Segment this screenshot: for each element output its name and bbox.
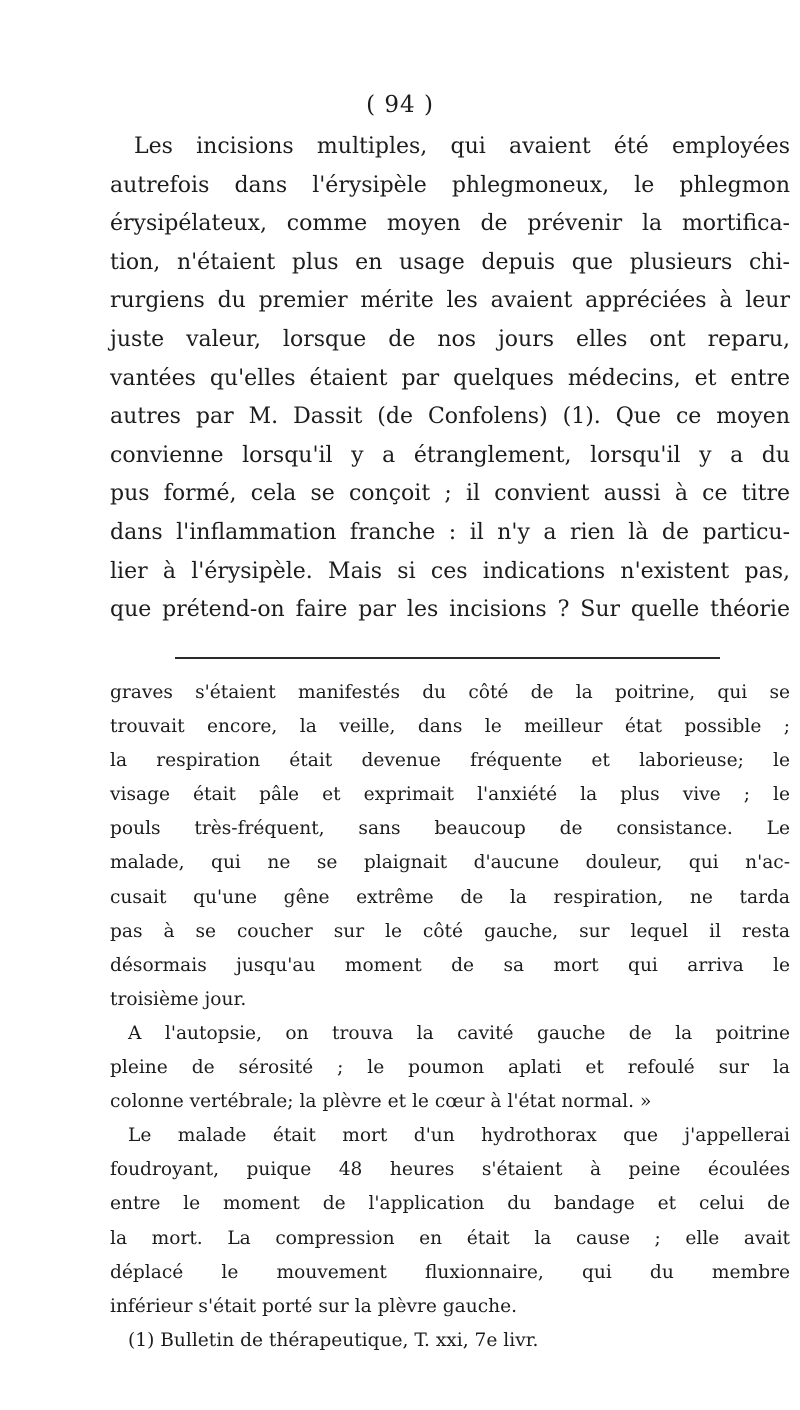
footnote-line: visage était pâle et exprimait l'anxiété la plus vive ; le	[110, 784, 790, 806]
footnote-reference: (1) Bulletin de thérapeutique, T. xxi, 7e livr.	[128, 1329, 539, 1351]
main-line: rurgiens du premier mérite les avaient appréciées à leur	[110, 288, 790, 314]
main-line: Les incisions multiples, qui avaient été employées	[134, 134, 790, 159]
footnote-line: Le malade était mort d'un hydrothorax que j'appellerai	[128, 1125, 790, 1147]
footnote-line: malade, qui ne se plaignait d'aucune douleur, qui n'ac-	[110, 852, 790, 874]
footnote-line: la respiration était devenue fréquente et laborieuse; le	[110, 750, 790, 772]
main-line: autrefois dans l'érysipèle phlegmoneux, le phlegmon	[110, 172, 790, 198]
footnote-line: cusait qu'une gêne extrême de la respiration, ne tarda	[110, 886, 790, 908]
main-line: autres par M. Dassit (de Confolens) (1). Que ce moyen	[110, 404, 790, 430]
footnote-block	[110, 676, 790, 1358]
main-line: pus formé, cela se conçoit ; il convient aussi à ce titre	[110, 481, 790, 507]
footnote-line: inférieur s'était porté sur la plèvre gauche.	[110, 1295, 518, 1317]
footnote-line: la mort. La compression en était la cause ; elle avait	[110, 1227, 790, 1249]
footnote-line: trouvait encore, la veille, dans le meilleur état possible ;	[110, 716, 790, 738]
page-number: ( 94 )	[366, 92, 434, 118]
main-line: lier à l'érysipèle. Mais si ces indications n'existent pas,	[110, 558, 790, 584]
main-line: vantées qu'elles étaient par quelques médecins, et entre	[110, 365, 790, 391]
main-line: érysipélateux, comme moyen de prévenir la mortifica-	[110, 211, 790, 237]
footnote-line: graves s'étaient manifestés du côté de la poitrine, qui se	[110, 682, 790, 703]
footnote-line: colonne vertébrale; la plèvre et le cœur à l'état normal. »	[110, 1091, 652, 1113]
main-line: tion, n'étaient plus en usage depuis que plusieurs chi-	[110, 249, 790, 275]
main-line: convienne lorsqu'il y a étranglement, lorsqu'il y a du	[110, 442, 790, 468]
footnote-divider	[175, 657, 720, 659]
footnote-line: pleine de sérosité ; le poumon aplati et refoulé sur la	[110, 1057, 790, 1079]
footnote-line: désormais jusqu'au moment de sa mort qui arriva le	[110, 954, 790, 976]
footnote-line: troisième jour.	[110, 988, 247, 1010]
footnote-line: déplacé le mouvement fluxionnaire, qui du membre	[110, 1261, 790, 1283]
main-paragraph	[110, 128, 790, 630]
footnote-line: A l'autopsie, on trouva la cavité gauche de la poitrine	[128, 1022, 790, 1044]
footnote-line: pouls très-fréquent, sans beaucoup de consistance. Le	[110, 818, 790, 840]
footnote-line: foudroyant, puique 48 heures s'étaient à peine écoulées	[110, 1159, 790, 1181]
footnote-line: pas à se coucher sur le côté gauche, sur lequel il resta	[110, 920, 790, 942]
main-line: juste valeur, lorsque de nos jours elles ont reparu,	[110, 326, 790, 352]
main-line: que prétend-on faire par les incisions ? Sur quelle théorie	[110, 597, 790, 623]
main-line: dans l'inflammation franche : il n'y a rien là de particu-	[110, 519, 790, 545]
footnote-line: entre le moment de l'application du bandage et celui de	[110, 1193, 790, 1215]
